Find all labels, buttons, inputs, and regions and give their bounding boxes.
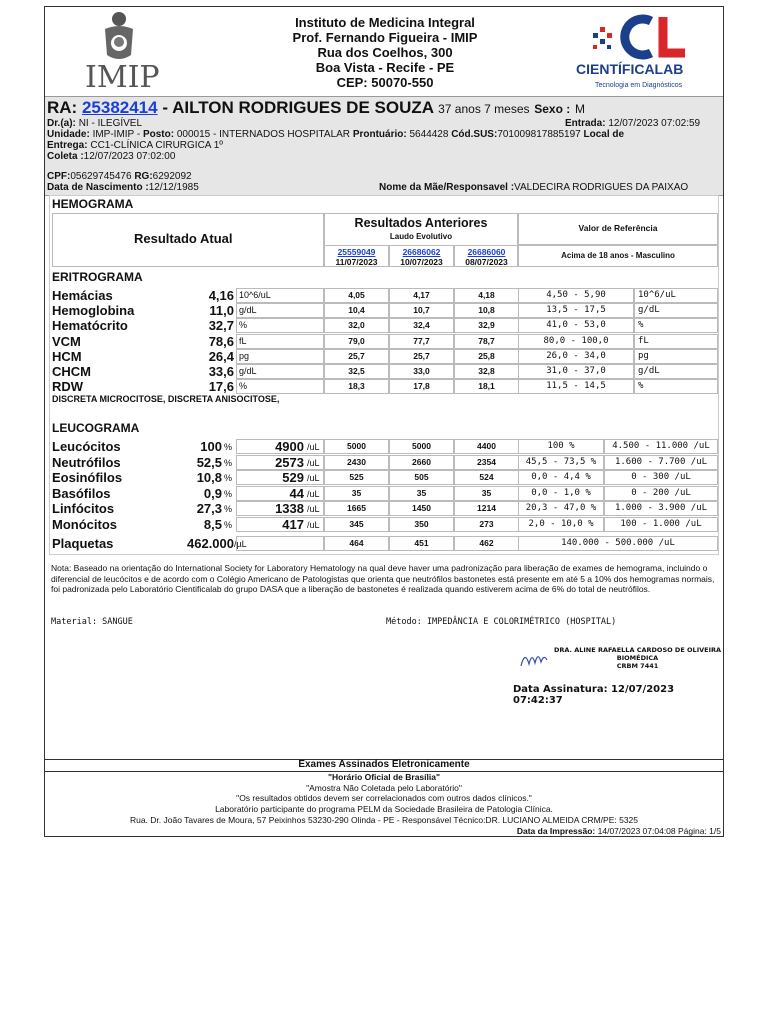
reference-percent: 45,5 - 73,5 % <box>525 456 597 467</box>
leuco-row <box>50 486 720 501</box>
analyte-unit: fL <box>239 335 247 346</box>
previous-value: 32,9 <box>478 320 495 331</box>
previous-value: 32,5 <box>348 366 365 376</box>
reference-unit-cell <box>634 318 718 333</box>
analyte-percent: 10,8 <box>196 470 222 485</box>
previous-value: 78,7 <box>478 335 495 346</box>
previous-value: 4400 <box>477 441 496 451</box>
eritro-row <box>50 288 720 303</box>
absolute-unit: /uL <box>307 504 320 514</box>
analyte-percent: 52,5 <box>196 454 222 470</box>
eritro-row <box>50 349 720 364</box>
previous-result-date: 10/07/2023 <box>400 257 443 267</box>
previous-value: 35 <box>416 487 427 498</box>
reference-title: Valor de Referência <box>578 223 658 233</box>
reference-range: 4,50 - 5,90 <box>546 290 606 300</box>
analyte-value: 78,6 <box>208 333 234 349</box>
sexo-value: M <box>575 102 585 116</box>
analyte-name: Plaquetas <box>52 536 114 551</box>
eritro-row <box>50 303 720 318</box>
value-cell <box>236 334 324 349</box>
report-page <box>44 6 724 837</box>
ra-number-link[interactable]: 25382414 <box>81 98 158 117</box>
analyte-name: Leucócitos <box>52 439 121 454</box>
absolute-unit: /uL <box>307 473 320 483</box>
analyte-name: Hemácias <box>52 288 113 303</box>
reference-range: 41,0 - 53,0 <box>546 320 606 331</box>
previous-value: 25,7 <box>413 350 430 361</box>
reference-unit: % <box>638 381 644 392</box>
previous-value: 505 <box>414 472 429 482</box>
value-cell <box>236 536 324 551</box>
unidade-line: Unidade: IMP-IMIP - Posto: 000015 - INTERNADOS HOSPITALAR Prontuário: 5644428 Cód.SUS:701009817885197 Local de <box>47 129 625 140</box>
previous-value: 350 <box>414 518 429 529</box>
reference-absolute: 1.000 - 3.900 /uL <box>614 503 708 513</box>
cientificalab-logo <box>573 11 713 95</box>
eritro-row <box>50 334 720 349</box>
analyte-name: Hemoglobina <box>52 303 135 319</box>
cpf-line: CPF:05629745476 RG:6292092 <box>47 171 192 182</box>
entrada-line: Entrada: 12/07/2023 07:02:59 <box>565 118 701 129</box>
analyte-absolute: 44 <box>289 485 304 501</box>
analyte-value: 4,16 <box>208 288 234 303</box>
institute-line: Boa Vista - Recife - PE <box>315 60 455 75</box>
previous-result-date: 11/07/2023 <box>335 257 378 267</box>
patient-title <box>47 98 585 118</box>
reference-unit: fL <box>638 335 649 346</box>
doctor-line: Dr.(a): NI - ILEGÍVEL <box>47 118 143 129</box>
current-result-label: Resultado Atual <box>134 231 233 246</box>
analyte-percent: 100 <box>200 439 222 454</box>
analyte-value: 26,4 <box>208 348 234 364</box>
birthdate-line: Data de Nascimento :12/12/1985 <box>47 182 199 193</box>
previous-value: 35 <box>351 487 362 498</box>
reference-range: 80,0 - 100,0 <box>543 335 609 346</box>
laudo-evolutivo-label: Laudo Evolutivo <box>389 232 453 241</box>
hematology-note: Nota: Baseado na orientação do International Society for Laboratory Hematology na qual deve haver uma padronização para liberação de exames de hemograma, incluindo o diferencial de leucócitos e de acordo com o Colégio Americano de Patologistas que orienta que neutrófilos bastonetes está presente em até 5 a 10% dos hemogramas normais, foi padronizada pelo Laboratório Cientificalab do grupo DASA que a liberação de bastonetes é realizada quando estiverem acima de 6% do total de neutrófilos. <box>51 563 715 594</box>
institute-address <box>225 15 545 90</box>
previous-value: 32,0 <box>348 320 365 331</box>
reference-subtitle: Acima de 18 anos - Masculino <box>561 251 675 260</box>
previous-value: 464 <box>349 538 364 548</box>
reference-absolute: 4.500 - 11.000 /uL <box>612 441 710 451</box>
reference-percent: 0,0 - 1,0 % <box>531 487 591 498</box>
analyte-unit: g/dL <box>239 305 257 316</box>
previous-value: 4,17 <box>413 290 430 300</box>
previous-value: 17,8 <box>413 381 430 392</box>
eritrograma-title: ERITROGRAMA <box>52 270 143 284</box>
analyte-absolute: 2573 <box>275 454 304 470</box>
analyte-name: Monócitos <box>52 516 117 532</box>
mother-line: Nome da Mãe/Responsavel :VALDECIRA RODRIGUES DA PAIXAO <box>379 182 689 193</box>
signature-block: DRA. ALINE RAFAELLA CARDOSO DE OLIVEIRA BIOMÉDICA CRBM 7441 <box>553 646 722 670</box>
leucograma-title: LEUCOGRAMA <box>52 421 140 435</box>
eritro-note: DISCRETA MICROCITOSE, DISCRETA ANISOCITOSE, <box>52 394 280 404</box>
analyte-name: VCM <box>52 333 81 349</box>
absolute-unit: /uL <box>307 457 320 468</box>
previous-value: 18,1 <box>478 381 495 392</box>
analyte-unit: /µL <box>234 539 247 549</box>
analyte-name: RDW <box>52 379 84 395</box>
analyte-unit: pg <box>239 350 250 361</box>
previous-value: 18,3 <box>348 381 365 392</box>
previous-value: 25,7 <box>348 350 365 361</box>
report-header <box>45 7 723 96</box>
analyte-absolute: 1338 <box>275 501 304 516</box>
entrega-line: Entrega: CC1-CLÍNICA CIRURGICA 1º <box>47 140 223 151</box>
previous-value: 2354 <box>477 456 496 467</box>
reference-range: 11,5 - 14,5 <box>546 381 606 392</box>
footer-title: Exames Assinados Eletronicamente <box>45 760 723 772</box>
previous-value: 525 <box>349 472 364 482</box>
reference-unit-cell <box>634 379 718 394</box>
analyte-value: 11,0 <box>209 303 234 319</box>
previous-value: 10,4 <box>348 305 365 316</box>
analyte-value: 32,7 <box>208 318 234 334</box>
previous-result-link[interactable]: 26686060 <box>467 247 506 257</box>
signature-scribble <box>519 648 549 674</box>
footer-line: Laboratório participante do programa PELM da Sociedade Brasileira de Patologia Clínica. <box>215 804 553 815</box>
previous-value: 5000 <box>347 441 366 451</box>
reference-unit: 10^6/uL <box>638 290 676 300</box>
leuco-row <box>50 470 720 485</box>
reference-range: 26,0 - 34,0 <box>546 350 606 361</box>
reference-percent: 2,0 - 10,0 % <box>528 518 594 529</box>
svg-text:CIENTÍFICALAB: CIENTÍFICALAB <box>576 61 684 77</box>
institute-line: Rua dos Coelhos, 300 <box>317 45 453 60</box>
previous-value: 2660 <box>412 456 431 467</box>
institute-line: CEP: 50070-550 <box>336 75 434 90</box>
leuco-row <box>50 455 720 470</box>
reference-range: 140.000 - 500.000 /uL <box>561 538 675 548</box>
previous-value: 79,0 <box>348 335 365 346</box>
previous-value: 25,8 <box>478 350 495 361</box>
analyte-name: HCM <box>52 348 82 364</box>
previous-value: 33,0 <box>413 366 430 376</box>
previous-value: 1450 <box>412 503 431 513</box>
svg-text:Tecnologia em Diagnósticos: Tecnologia em Diagnósticos <box>595 82 683 89</box>
value-cell <box>236 349 324 364</box>
analyte-absolute: 4900 <box>275 439 304 454</box>
analyte-value: 462.000 <box>187 536 234 551</box>
footer-line: "Os resultados obtidos devem ser correlacionados com outros dados clínicos." <box>236 793 532 804</box>
reference-absolute: 0 - 200 /uL <box>631 487 691 498</box>
reference-percent: 0,0 - 4,4 % <box>531 472 591 482</box>
reference-unit: % <box>638 320 644 331</box>
reference-absolute: 100 - 1.000 /uL <box>620 518 702 529</box>
analyte-unit: g/dL <box>239 366 257 376</box>
leuco-row <box>50 439 720 454</box>
exam-title: HEMOGRAMA <box>52 197 134 211</box>
reference-unit: g/dL <box>638 305 660 316</box>
percent-unit: % <box>224 488 233 499</box>
analyte-absolute: 417 <box>282 516 304 532</box>
previous-value: 32,8 <box>478 366 495 376</box>
reference-absolute: 0 - 300 /uL <box>631 472 691 482</box>
patient-name: - AILTON RODRIGUES DE SOUZA <box>162 98 434 117</box>
absolute-unit: /uL <box>307 442 320 452</box>
percent-unit: % <box>224 442 233 452</box>
analyte-name: CHCM <box>52 364 91 379</box>
hemograma-table <box>49 195 719 555</box>
eritro-row <box>50 364 720 379</box>
method-label: Método: IMPEDÂNCIA E COLORIMÉTRICO (HOSPITAL) <box>386 617 617 627</box>
previous-result-link[interactable]: 26686062 <box>402 247 441 257</box>
analyte-name: Eosinófilos <box>52 470 123 485</box>
previous-value: 10,8 <box>478 305 495 316</box>
footer-line: "Horário Oficial de Brasília" <box>328 771 440 782</box>
value-cell <box>236 318 324 333</box>
sexo-label: Sexo : <box>534 102 571 116</box>
previous-value: 4,18 <box>478 290 495 300</box>
signature-date: Data Assinatura: 12/07/2023 07:42:37 <box>513 684 675 706</box>
footer <box>45 759 723 837</box>
reference-range: 13,5 - 17,5 <box>546 305 606 316</box>
analyte-unit: % <box>239 381 248 392</box>
imip-logo <box>83 9 183 93</box>
previous-result-link[interactable]: 25559049 <box>337 247 376 257</box>
reference-unit: g/dL <box>638 366 660 376</box>
previous-value: 273 <box>479 518 494 529</box>
analyte-name: Basófilos <box>52 485 111 501</box>
reference-percent: 100 % <box>547 441 575 451</box>
previous-value: 462 <box>479 538 494 548</box>
analyte-percent: 27,3 <box>196 501 222 516</box>
institute-line: Prof. Fernando Figueira - IMIP <box>292 30 478 45</box>
percent-unit: % <box>224 457 233 468</box>
previous-value: 2430 <box>347 456 366 467</box>
svg-text:IMIP: IMIP <box>85 60 160 93</box>
institute-line: Instituto de Medicina Integral <box>295 15 475 30</box>
previous-results-label: Resultados Anteriores <box>354 216 488 230</box>
previous-value: 4,05 <box>348 290 365 300</box>
patient-info <box>45 96 723 196</box>
coleta-line: Coleta :12/07/2023 07:02:00 <box>47 151 176 162</box>
analyte-absolute: 529 <box>282 470 304 485</box>
eritro-row <box>50 318 720 333</box>
analyte-percent: 8,5 <box>203 516 222 532</box>
leuco-row <box>50 501 720 516</box>
eritro-row <box>50 379 720 394</box>
patient-age: 37 anos 7 meses <box>438 102 530 116</box>
percent-unit: % <box>224 504 233 514</box>
analyte-unit: % <box>239 320 248 331</box>
reference-range: 31,0 - 37,0 <box>546 366 606 376</box>
absolute-unit: /uL <box>307 488 320 499</box>
material-label: Material: SANGUE <box>51 617 133 627</box>
ra-label: RA: <box>47 98 78 117</box>
previous-value: 451 <box>414 538 429 548</box>
print-date: Data da Impressão: 14/07/2023 07:04:08 Página: 1/5 <box>516 825 721 836</box>
analyte-value: 33,6 <box>208 364 234 379</box>
analyte-unit: 10^6/uL <box>239 290 271 300</box>
percent-unit: % <box>224 473 233 483</box>
reference-percent: 20,3 - 47,0 % <box>525 503 597 513</box>
previous-result-date: 08/07/2023 <box>465 257 508 267</box>
analyte-percent: 0,9 <box>203 485 222 501</box>
percent-unit: % <box>224 519 233 530</box>
leuco-row <box>50 517 720 532</box>
reference-unit: pg <box>638 350 649 361</box>
footer-line: "Amostra Não Coletada pelo Laboratório" <box>306 782 462 793</box>
previous-value: 77,7 <box>413 335 430 346</box>
reference-absolute: 1.600 - 7.700 /uL <box>614 456 708 467</box>
value-cell <box>236 379 324 394</box>
previous-value: 1665 <box>347 503 366 513</box>
previous-value: 345 <box>349 518 364 529</box>
absolute-unit: /uL <box>307 519 320 530</box>
analyte-value: 17,6 <box>208 379 234 395</box>
footer-line: Rua. Dr. João Tavares de Moura, 57 Peixinhos 53230-290 Olinda - PE - Responsável Técnico:DR. LUCIANO ALMEIDA CRM/PE: 5325 <box>129 814 639 825</box>
previous-value: 35 <box>481 487 492 498</box>
analyte-name: Linfócitos <box>52 501 115 516</box>
previous-value: 5000 <box>412 441 431 451</box>
previous-value: 524 <box>479 472 494 482</box>
previous-value: 10,7 <box>413 305 430 316</box>
analyte-name: Hematócrito <box>52 318 128 334</box>
previous-value: 32,4 <box>413 320 430 331</box>
previous-value: 1214 <box>477 503 496 513</box>
analyte-name: Neutrófilos <box>52 454 121 470</box>
